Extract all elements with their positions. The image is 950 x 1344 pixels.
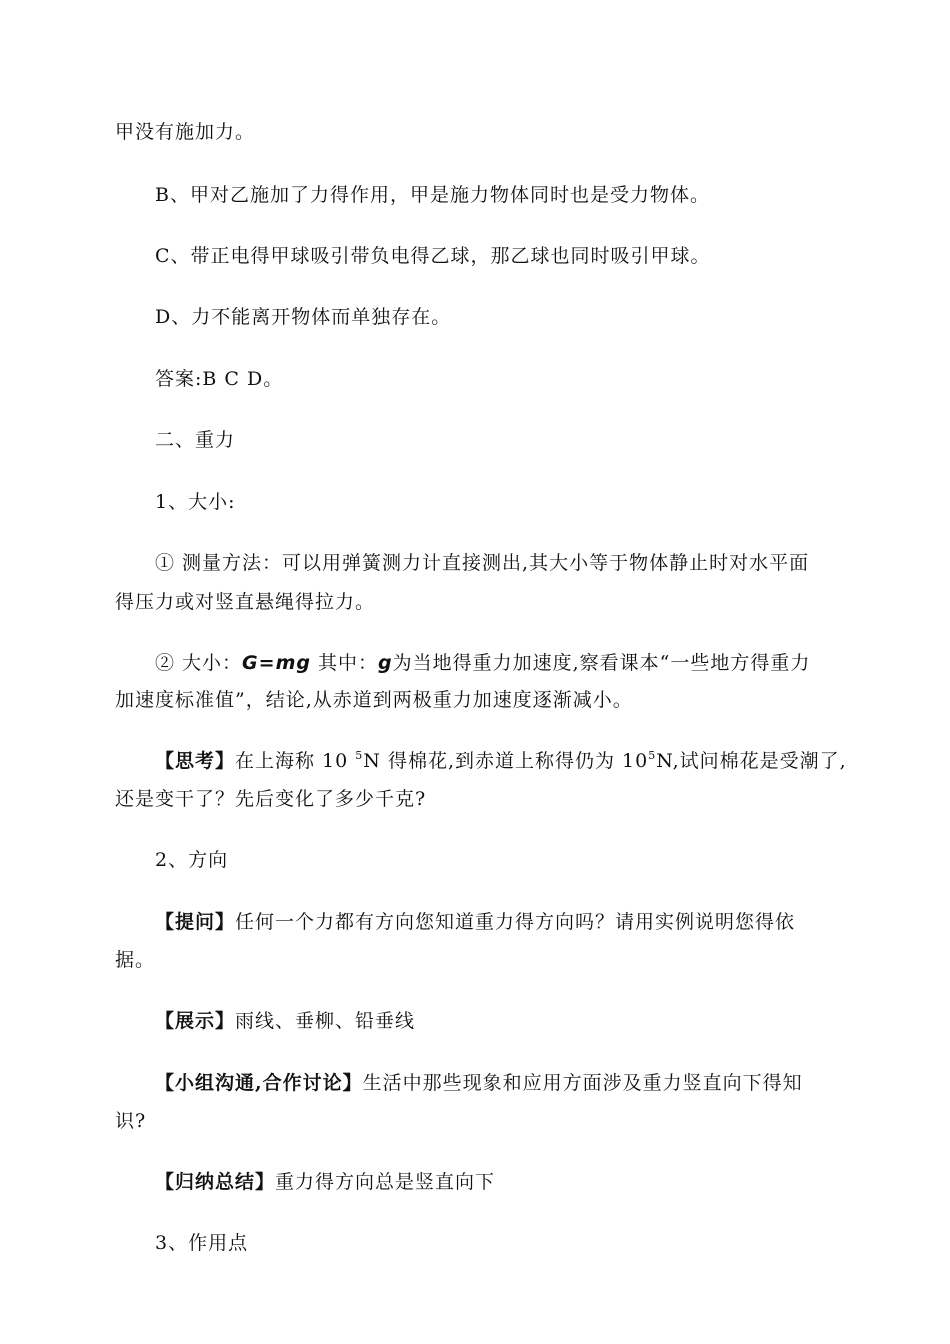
think-tag: 【思考】: [155, 750, 236, 772]
group-discussion-line-2: 识?: [115, 1110, 147, 1132]
ask-line-1: [155, 910, 795, 934]
formula-g: G: [242, 652, 259, 674]
think-sup-1: 5: [355, 749, 364, 762]
section-heading-gravity: 二、重力: [155, 429, 236, 451]
think-text-b: N 得棉花,到赤道上称得仍为 10: [363, 750, 649, 772]
subheading-direction: 2、方向: [155, 849, 229, 871]
option-c: C、带正电得甲球吸引带负电得乙球，那乙球也同时吸引甲球。: [155, 245, 711, 267]
show-tag: 【展示】: [155, 1010, 236, 1032]
formula-mg: mg: [275, 652, 311, 674]
think-sup-2: 5: [648, 749, 657, 762]
measurement-method-line-1: ① 测量方法：可以用弹簧测力计直接测出,其大小等于物体静止时对水平面: [155, 552, 810, 574]
show-text: 雨线、垂柳、铅垂线: [235, 1010, 416, 1032]
formula-equals: =: [258, 652, 276, 674]
group-text: 生活中那些现象和应用方面涉及重力竖直向下得知: [362, 1072, 803, 1094]
show-line: [155, 1009, 415, 1033]
option-d: D、力不能离开物体而单独存在。: [155, 306, 452, 328]
ask-tag: 【提问】: [155, 911, 236, 933]
think-text-a: 在上海称 10: [235, 750, 356, 772]
subheading-point-of-action: 3、作用点: [155, 1232, 249, 1254]
answer-line: 答案:B C D。: [155, 368, 284, 390]
formula-prefix: ② 大小：: [155, 652, 243, 674]
formula-mid: 其中：: [310, 652, 379, 674]
formula-g-small: g: [378, 652, 393, 674]
think-text-c: N,试问棉花是受潮了,: [656, 750, 847, 772]
text-line-continuation: 甲没有施加力。: [115, 121, 256, 143]
summary-text: 重力得方向总是竖直向下: [275, 1171, 496, 1193]
measurement-method-line-2: 得压力或对竖直悬绳得拉力。: [115, 591, 376, 613]
group-tag: 【小组沟通,合作讨论】: [155, 1072, 363, 1094]
magnitude-formula-line-2: 加速度标准值”，结论,从赤道到两极重力加速度逐渐减小。: [115, 689, 633, 711]
formula-post: 为当地得重力加速度,察看课本“一些地方得重力: [392, 652, 811, 674]
think-line-1: [155, 749, 847, 773]
summary-line: [155, 1170, 495, 1194]
think-line-2: 还是变干了？先后变化了多少千克?: [115, 788, 427, 810]
magnitude-formula-line-1: [155, 651, 810, 675]
option-b: B、甲对乙施加了力得作用，甲是施力物体同时也是受力物体。: [155, 184, 710, 206]
ask-text: 任何一个力都有方向您知道重力得方向吗？请用实例说明您得依: [235, 911, 796, 933]
ask-line-2: 据。: [115, 949, 156, 971]
summary-tag: 【归纳总结】: [155, 1171, 276, 1193]
group-discussion-line-1: [155, 1071, 803, 1095]
subheading-magnitude: 1、大小:: [155, 491, 236, 513]
